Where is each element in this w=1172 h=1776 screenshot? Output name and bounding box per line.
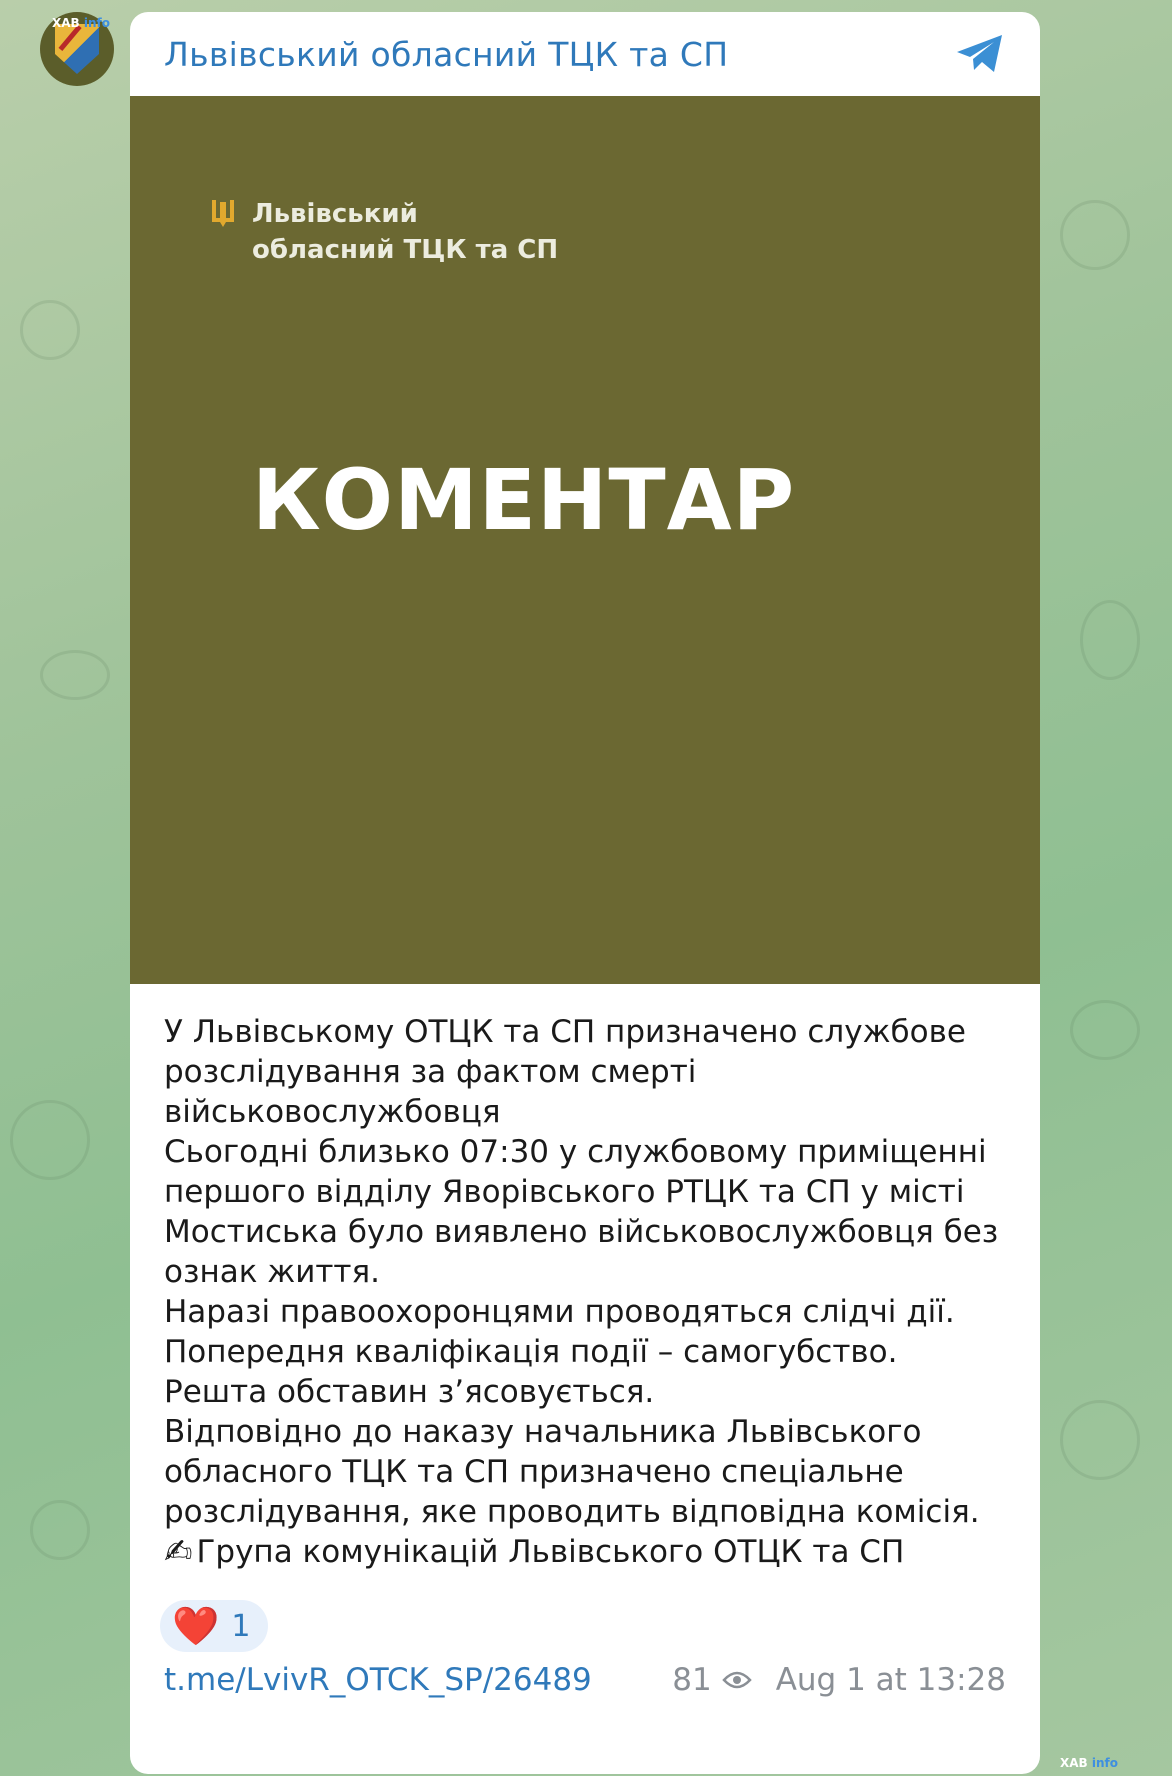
reaction-chip[interactable] [160,1600,268,1652]
watermark-top: ХАВ info [52,16,110,30]
image-brand-line1: Львівський [252,199,418,229]
trident-icon [210,198,236,228]
message-paragraph: Відповідно до наказу начальника Львівського обласного ТЦК та СП призначено спеціальне розслідування, яке проводить відповідна комісія. [164,1414,980,1530]
post-link[interactable]: t.me/LvivR_OTCK_SP/26489 [164,1662,592,1698]
message-paragraph: Сьогодні близько 07:30 у службовому приміщенні першого відділу Яворівського РТЦК та СП у місті Мостиська було виявлено військовослужбовця без ознак життя. [164,1134,999,1290]
message-paragraph: Попередня кваліфікація події – самогубство. [164,1334,898,1370]
view-count: 81 [672,1662,712,1698]
post-image[interactable] [130,96,1040,984]
signature-text: Група комунікацій Львівського ОТЦК та СП [196,1534,905,1570]
image-headline: КОМЕНТАР [252,451,796,549]
writing-hand-icon: ✍ [164,1532,193,1572]
eye-icon [722,1670,752,1690]
reaction-count: 1 [231,1608,251,1644]
message-text [130,984,1040,1572]
message-bubble [130,12,1040,1774]
channel-emblem-icon [55,24,99,74]
signature-row [164,1532,1006,1572]
message-paragraph: Наразі правоохоронцями проводяться слідчі дії. [164,1294,955,1330]
message-paragraph: Решта обставин з’ясовується. [164,1374,655,1410]
message-paragraph: У Львівському ОТЦК та СП призначено службове розслідування за фактом смерті військовослужбовця [164,1014,966,1130]
watermark-bottom: ХАВ info [1060,1756,1118,1770]
message-header [130,12,1040,96]
heart-icon: ❤️ [172,1604,220,1648]
message-timestamp: Aug 1 at 13:28 [775,1662,1006,1698]
channel-title[interactable]: Львівський обласний ТЦК та СП [164,34,729,74]
message-meta [672,1662,1006,1698]
image-brand-line2: обласний ТЦК та СП [252,235,559,265]
telegram-icon[interactable] [954,32,1006,76]
message-footer [130,1662,1040,1698]
image-brand [210,196,558,268]
